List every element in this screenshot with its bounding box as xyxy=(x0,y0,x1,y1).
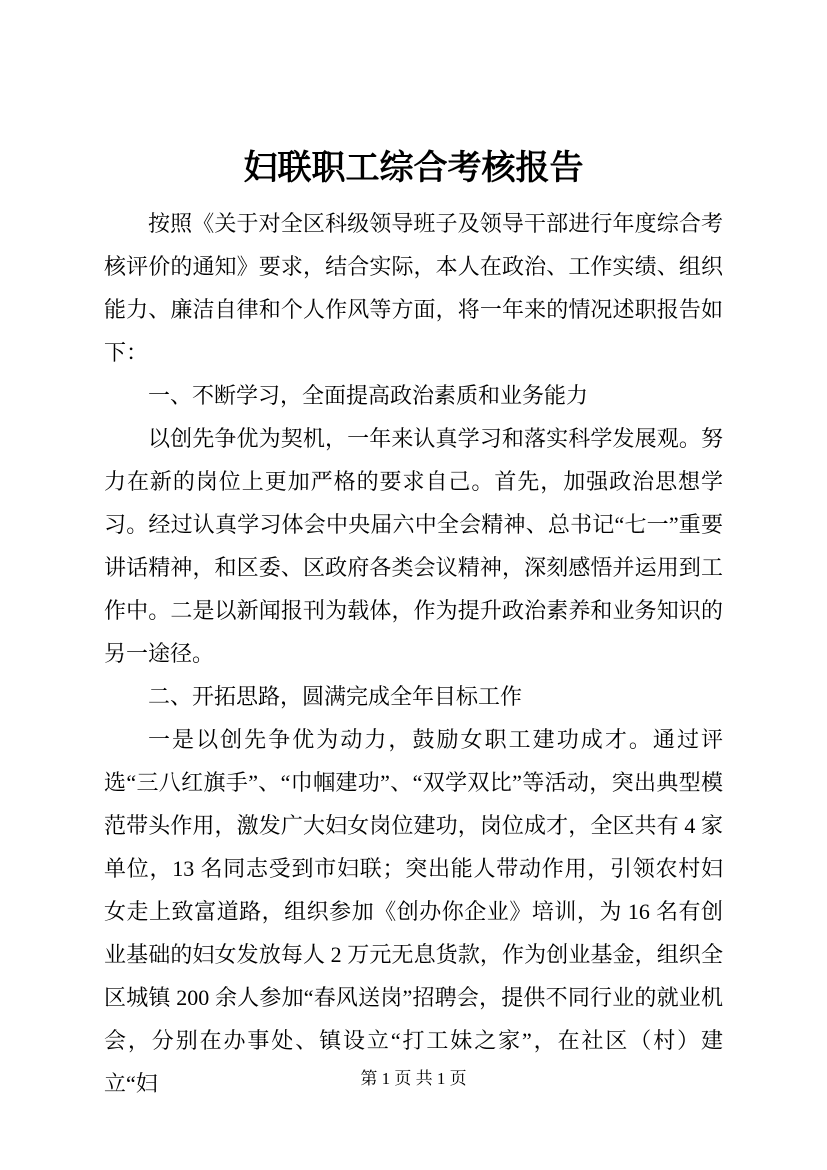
section-heading: 二、开拓思路，圆满完成全年目标工作 xyxy=(148,684,523,709)
page-footer xyxy=(0,1066,827,1092)
page-number-label: 第 1 页 共 1 页 xyxy=(360,1069,467,1088)
document-title: 妇联职工综合考核报告 xyxy=(243,150,584,187)
document-body xyxy=(104,202,723,1105)
document-content xyxy=(104,145,723,1105)
body-paragraph: 一是以创先争优为动力，鼓励女职工建功成才。通过评选“三八红旗手”、“巾帼建功”、“双学双比”等活动，突出典型模范带头作用，激发广大妇女岗位建功，岗位成才，全区共有 4 家单位，13 名同志受到市妇联；突出能人带动作用，引领农村妇女走上致富道路，组织参加《创办你企业》培训，为 16 名有创业基础的妇女发放每人 2 万元无息货款，作为创业基金，组织全区城镇 200 余人参加“春风送岗”招聘会，提供不同行业的就业机会，分别在办事处、镇设立“打工妹之家”，在社区（村）建立“妇 xyxy=(104,727,723,1096)
section-heading: 一、不断学习，全面提高政治素质和业务能力 xyxy=(148,383,589,408)
body-paragraph: 按照《关于对全区科级领导班子及领导干部进行年度综合考核评价的通知》要求，结合实际，本人在政治、工作实绩、组织能力、廉洁自律和个人作风等方面，将一年来的情况述职报告如下： xyxy=(104,211,723,365)
body-paragraph: 以创先争优为契机，一年来认真学习和落实科学发展观。努力在新的岗位上更加严格的要求自己。首先，加强政治思想学习。经过认真学习体会中央届六中全会精神、总书记“七一”重要讲话精神，和区委、区政府各类会议精神，深刻感悟并运用到工作中。二是以新闻报刊为载体，作为提升政治素养和业务知识的另一途径。 xyxy=(104,426,723,666)
